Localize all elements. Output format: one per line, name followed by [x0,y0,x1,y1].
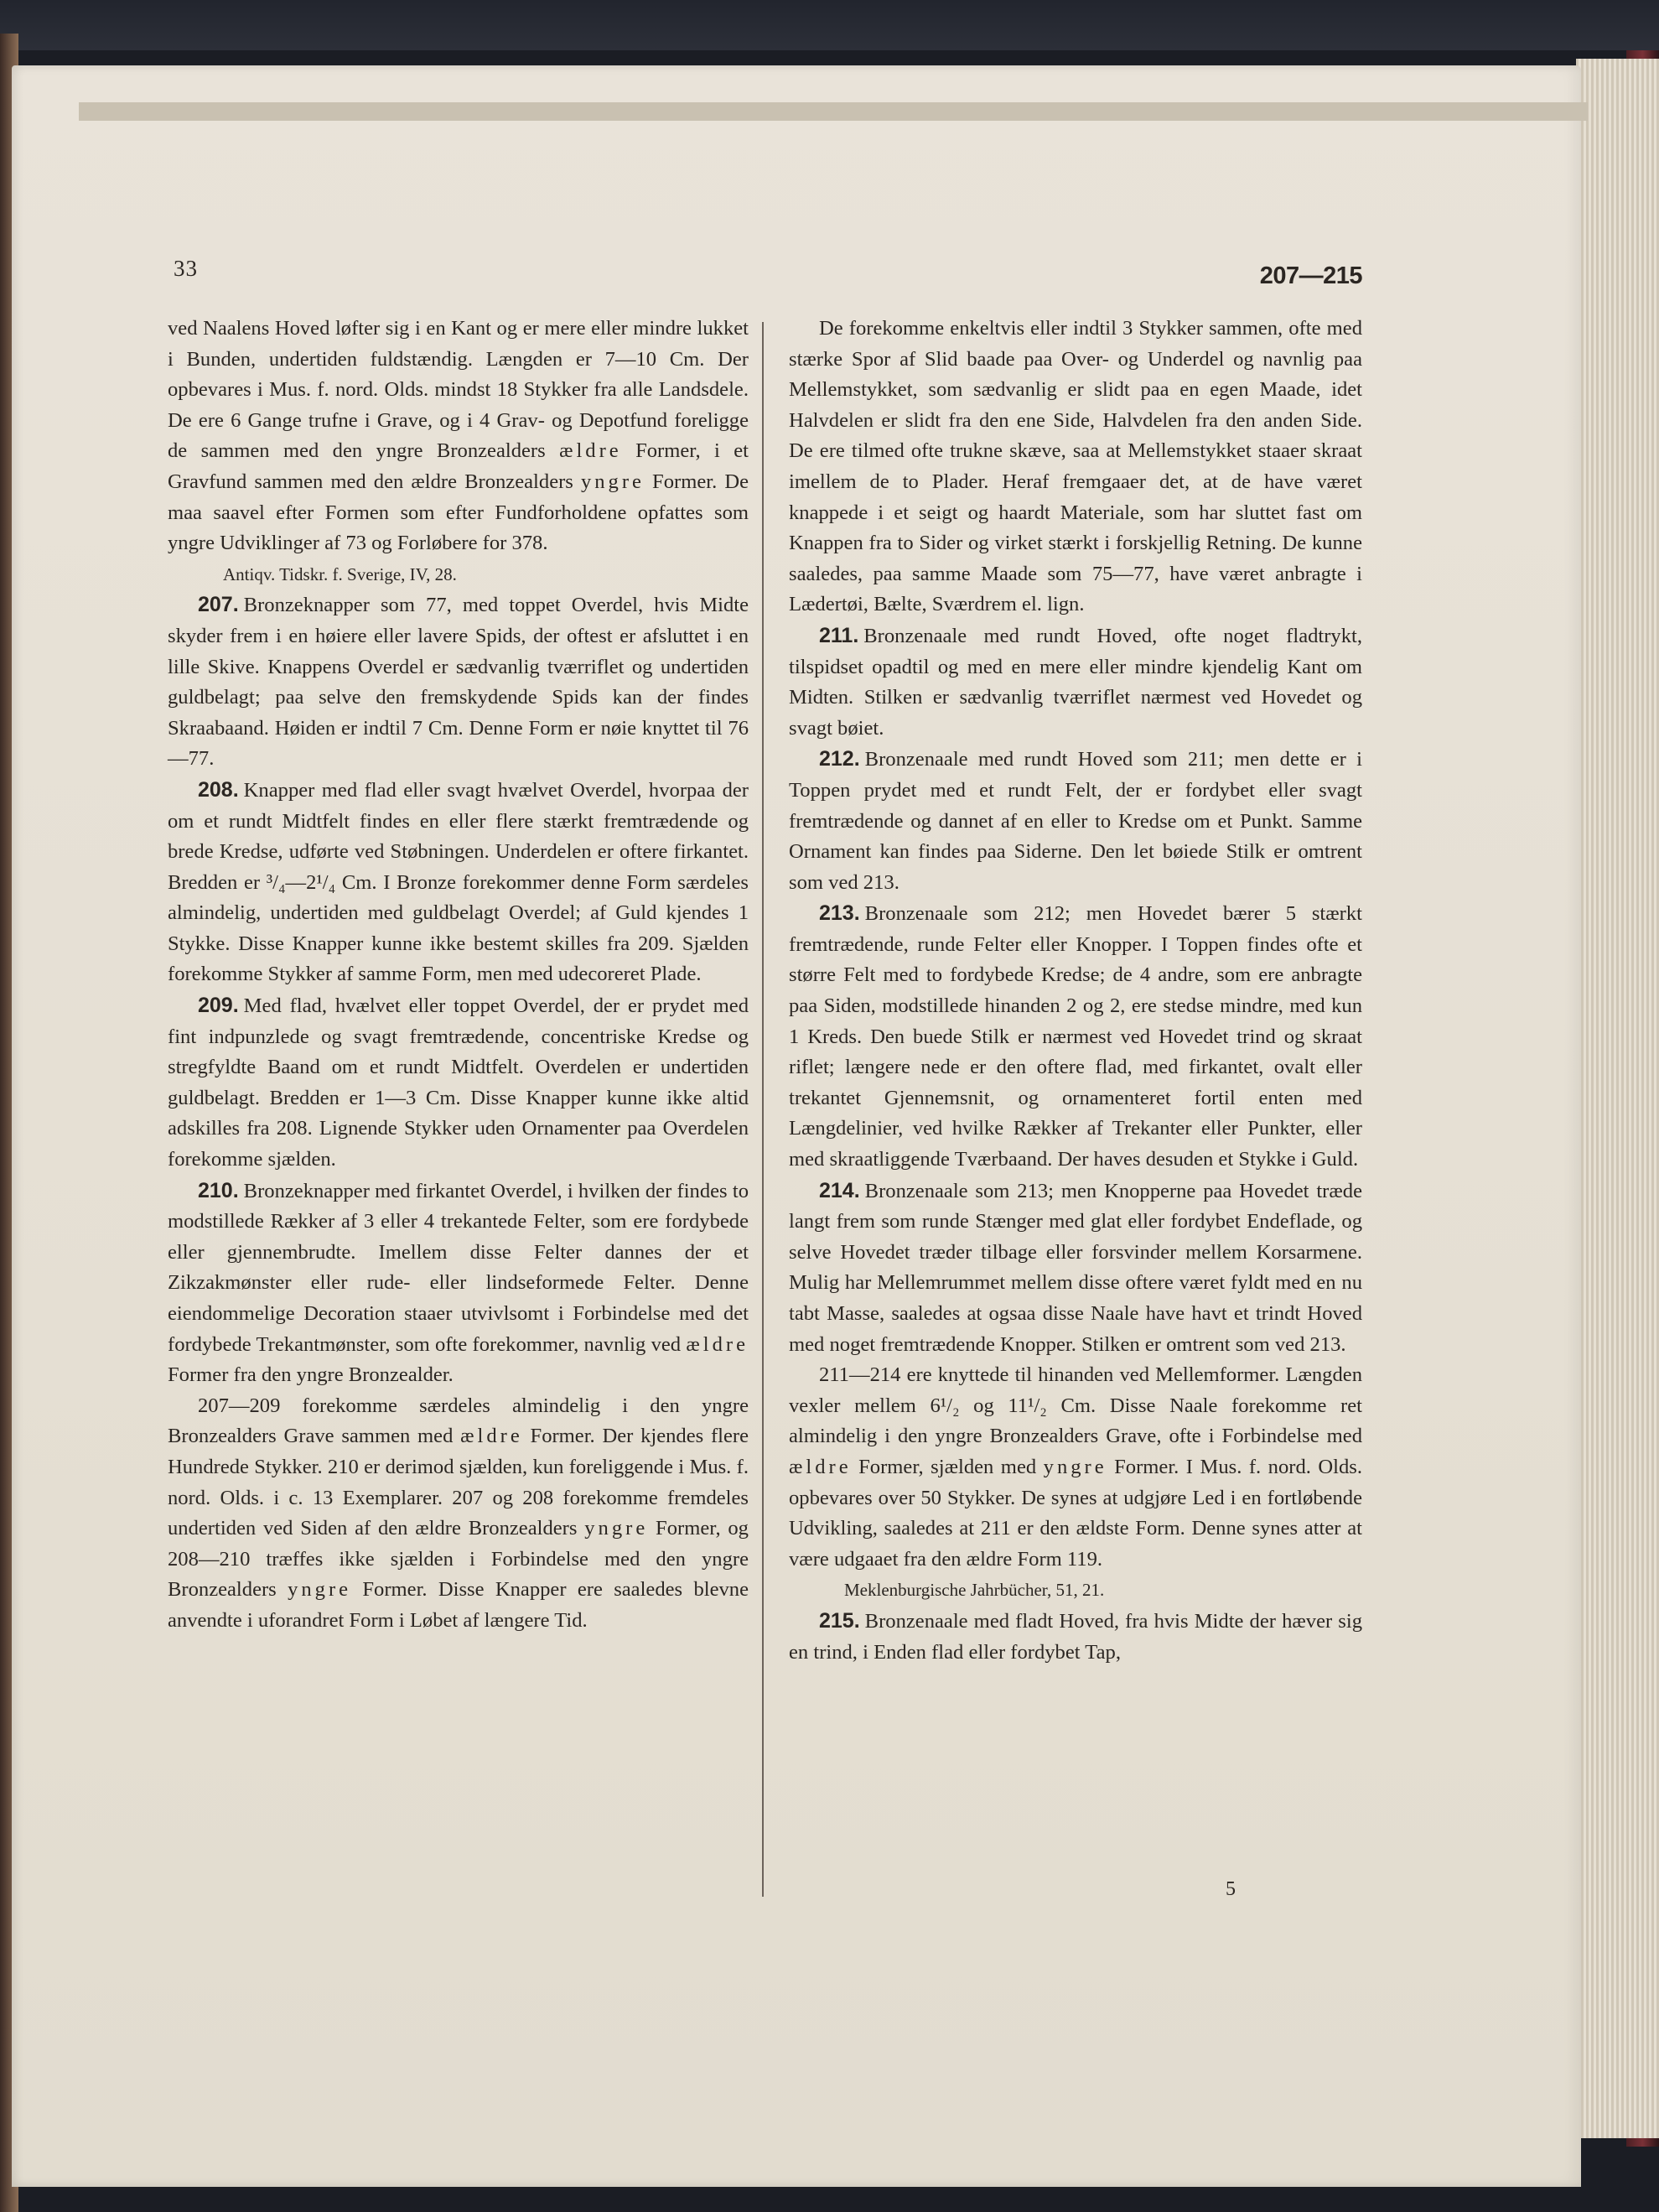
summary-paragraph: 207—209 forekomme særdeles almindelig i den yngre Bronzealders Grave sammen med ældre Former. Der kjendes flere Hundrede Stykker. 210 er derimod sjælden, kun foreliggende i Mus. f. nord. Olds. i c. 13 Exemplarer. 207 og 208 forekomme fremdeles undertiden ved Siden af den ældre Bronzealders yngre Former, og 208—210 træffes ikke sjælden i Forbindelse med den yngre Bronzealders yngre Former. Disse Knapper ere saaledes blevne anvendte i uforandret Form i Løbet af længere Tid. [168,1394,749,1632]
entry-214: 214. Bronzenaale som 213; men Knopperne paa Hovedet træde langt frem som runde Stænger med glat eller fordybet Endeflade, og selve Hovedet træder tilbage eller forsvinder mellem Korsarmene. Mulig har Mellemrummet mellem disse oftere været fyldt med en nu tabt Masse, saaledes at ogsaa disse Naale have havt et trindt Hoved med noget fremtrædende Knopper. Stilken er omtrent som ved 213. [789,1178,1362,1356]
running-head-range: 207—215 [1259,262,1362,289]
page-stack-edge [1576,59,1659,2138]
reference-line: Antiqv. Tidskr. f. Sverige, IV, 28. [223,563,457,584]
entry-207: 207. Bronzeknapper som 77, med toppet Overdel, hvis Midte skyder frem i en høiere eller lavere Spids, der oftest er afsluttet i en lille Skive. Knappens Overdel er sædvanlig tværriflet og undertiden guldbelagt; paa selve den fremskydende Spids kan der findes Skraabaand. Høiden er indtil 7 Cm. Denne Form er nøie knyttet til 76—77. [168,593,749,771]
column-divider [762,322,764,1897]
entry-number: 215. [819,1608,860,1633]
entry-number: 211. [819,623,859,647]
entry-number: 208. [198,777,239,802]
continued-paragraph: ved Naalens Hoved løfter sig i en Kant og er mere eller mindre lukket i Bunden, undertiden fuldstændig. Længden er 7—10 Cm. Der opbevares i Mus. f. nord. Olds. mindst 18 Stykker fra alle Landsdele. De ere 6 Gange trufne i Grave, og i 4 Grav- og Depotfund foreligge de sammen med den yngre Bronzealders ældre Former, i et Gravfund sammen med den ældre Bronzealders yngre Former. De maa saavel efter Formen som efter Fundforholdene opfattes som yngre Udviklinger af 73 og Forløbere for 378. [168,317,749,555]
left-column [168,314,749,1637]
entry-number: 214. [819,1178,860,1202]
continued-paragraph: De forekomme enkeltvis eller indtil 3 Stykker sammen, ofte med stærke Spor af Slid baade paa Over- og Underdel og navnlig paa Mellemstykket, som sædvanlig er slidt paa en egen Maade, idet Halvdelen er slidt fra den ene Side, Halvdelen fra den anden Side. De ere tilmed ofte trukne skæve, saa at Mellemstykket staaer skraat imellem de to Plader. Heraf fremgaaer det, at de have været knappede i et seigt og haardt Materiale, som har sluttet fast om Knappen fra to Sider og virket stærkt i forskjellig Retning. De kunne saaledes, paa samme Maade som 75—77, have været anbragte i Lædertøi, Bælte, Sværdrem el. lign. [789,317,1362,616]
entry-213: 213. Bronzenaale som 212; men Hovedet bærer 5 stærkt fremtrædende, runde Felter eller Knopper. I Toppen findes ofte et større Felt med to fordybede Kredse; de 4 andre, som ere anbragte paa Siden, modstillede hinanden 2 og 2, ere stedse mindre, med kun 1 Kreds. Den buede Stilk er nærmest ved Hovedet trind og skraat riflet; længere nede er den oftere flad, med firkantet, ovalt eller trekantet Gjennemsnit, og ornamenteret fortil enten med Længdelinier, ved hvilke Rækker af Trekanter eller Punkter, eller med skraatliggende Tværbaand. Der haves desuden et Stykke i Guld. [789,901,1362,1171]
signature-mark: 5 [1226,1878,1236,1900]
entry-208: 208. Knapper med flad eller svagt hvælvet Overdel, hvorpaa der om et rundt Midtfelt findes en eller flere stærkt fremtrædende og brede Kredse, udførte ved Støbningen. Underdelen er oftere firkantet. Bredden er ³/₄—2¹/₄ Cm. I Bronze forekommer denne Form særdeles almindelig, undertiden med guldbelagt Overdel; af Guld kjendes 1 Stykke. Disse Knapper kunne ikke bestemt skilles fra 209. Sjælden forekomme Stykker af samme Form, men med udecoreret Plade. [168,777,749,986]
entry-number: 210. [198,1178,239,1202]
entry-number: 212. [819,747,860,771]
right-column [789,314,1362,1668]
entry-212: 212. Bronzenaale med rundt Hoved som 211; men dette er i Toppen prydet med et rundt Felt, der er fordybet eller svagt fremtrædende og dannet af en eller to Kredse om et Punkt. Samme Ornament kan findes paa Siderne. Den let bøiede Stilk er omtrent som ved 213. [789,747,1362,894]
summary-paragraph: 211—214 ere knyttede til hinanden ved Mellemformer. Længden vexler mellem 6¹/₂ og 11¹/₂ Cm. Disse Naale forekomme ret almindelig i den yngre Bronzealders Grave, ofte i Forbindelse med ældre Former, sjælden med yngre Former. I Mus. f. nord. Olds. opbevares over 50 Stykker. De synes at udgjøre Led i en fortløbende Udvikling, saaledes at 211 er den ældste Form. Denne synes atter at være udgaaet fra den ældre Form 119. [789,1363,1362,1571]
entry-215: 215. Bronzenaale med fladt Hoved, fra hvis Midte der hæver sig en trind, i Enden flad eller fordybet Tap, [789,1608,1362,1664]
entry-number: 207. [198,593,239,617]
scan-background [0,0,1659,50]
entry-209: 209. Med flad, hvælvet eller toppet Overdel, der er prydet med fint indpunzlede og svagt fremtrædende, concentriske Kredse og stregfyldte Baand om et rundt Midtfelt. Overdelen er undertiden guldbelagt. Bredden er 1—3 Cm. Disse Knapper kunne ikke altid adskilles fra 208. Lignende Stykker uden Ornamenter paa Overdelen forekomme sjælden. [168,994,749,1171]
page-number: 33 [174,256,198,281]
entry-number: 213. [819,901,860,926]
entry-number: 209. [198,994,239,1018]
reference-line: Meklenburgische Jahrbücher, 51, 21. [844,1580,1105,1601]
entry-210: 210. Bronzeknapper med firkantet Overdel, i hvilken der findes to modstillede Rækker af 3 eller 4 trekantede Felter, som ere fordybede eller gjennembrudte. Imellem disse Felter dannes der et Zikzakmønster eller rude- eller lindseformede Felter. Denne eiendommelige Decoration staaer utvivlsomt i Forbindelse med det fordybede Trekantmønster, som ofte forekommer, navnlig ved ældre Former fra den yngre Bronzealder. [168,1178,749,1387]
page-top-band [79,102,1588,121]
entry-211: 211. Bronzenaale med rundt Hoved, ofte noget fladtrykt, tilspidset opadtil og med en mere eller mindre kjendelig Kant om Midten. Stilken er sædvanlig tværriflet nærmest ved Hovedet og svagt bøiet. [789,623,1362,740]
